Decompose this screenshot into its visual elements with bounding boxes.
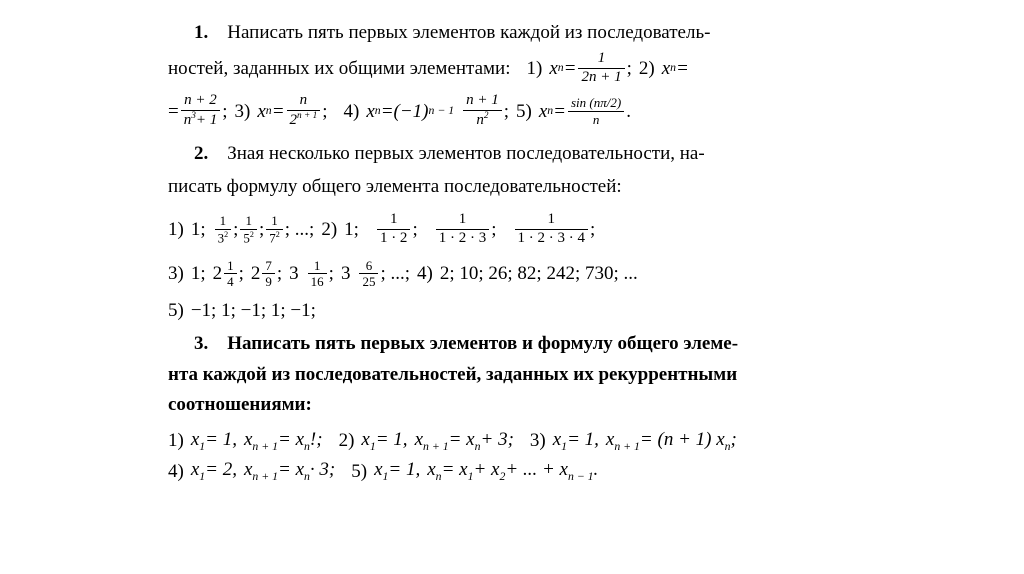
item-label-1-3: 3) [234,100,251,122]
den-exponent: 2 [275,229,280,239]
fraction-numerator: n + 2 [184,92,217,109]
exercise-3-line3 [168,391,858,420]
exercise-1-intro [168,18,858,49]
sep-2-1-2: ; [258,219,265,241]
var-x: x [190,428,200,450]
var-sub2: n [474,439,481,453]
var-x: x [605,428,615,450]
fraction-numerator: 1 [271,213,278,229]
fraction-denominator [287,112,321,129]
formula-3-2b [415,430,514,453]
var-x: x [361,428,370,450]
exercise-2-intro [168,139,858,170]
fraction-2-1-a [215,214,232,245]
formula-1-4 [366,93,503,129]
item-label-1-2: 2) [638,57,655,79]
fraction-bar [181,110,221,111]
var-sub: n + 1 [252,469,279,483]
fraction-numerator: 1 [547,211,555,228]
equation-mid: = (n + 1) x [639,428,725,450]
sep-2-3-4: ; ...; [380,263,411,285]
var-x: x [374,459,383,481]
seq-2-3-first: 1; [190,263,206,285]
seq-2-4-values: 2; 10; 26; 82; 242; 730; ... [439,263,638,285]
var-sub3: 2 [499,469,506,483]
exercise-3-number: 3. [194,333,209,355]
fraction-1-2 [181,93,221,129]
den-base: 7 [269,230,276,246]
mixed-number-2 [251,259,277,289]
var-sub2: n [304,439,310,453]
var-sub: n + 1 [614,439,640,453]
den-exponent: n + 1 [297,111,318,122]
equals-continuation: = [168,100,179,122]
equation-mid: = x [441,459,468,481]
equation-mid: = x [448,428,475,450]
fraction-bar [463,110,502,111]
var-sub: n [435,469,442,483]
fraction-denominator: 1 · 2 · 3 [438,230,487,247]
exercise-3-row-2 [168,460,858,483]
fraction-denominator: 2n + 1 [581,68,622,85]
item-label-3-5: 5) [351,460,368,482]
equals-sign: = [676,57,689,79]
fraction-denominator [240,231,257,245]
exercise-3-row-1 [168,430,858,453]
equals-sign: = [553,100,566,122]
mixed-integer: 2 [212,263,223,285]
exercise-2-row-2 [168,259,858,289]
mixed-fraction [308,259,327,289]
equation-tail: = 1, [205,428,237,450]
minus-one-exponent: n − 1 [428,104,455,118]
var-x: x [414,428,423,450]
formula-1-3 [257,93,322,129]
var-x: x [243,428,253,450]
fraction-1-5 [568,96,624,126]
mixed-number-3 [289,259,329,289]
den-base: 5 [243,230,250,246]
fraction-numerator: 1 [458,211,467,228]
exercise-1-line2 [168,51,858,86]
item-label-2-4: 4) [417,263,433,285]
var-sub: n + 1 [252,439,279,453]
fraction-1-1 [578,51,624,86]
sep-2-1-1: ; [233,219,239,241]
sep-2-2-2: ; [491,219,497,241]
fraction-numerator: n + 1 [466,92,499,109]
exercise-3-text-line3: соотношениями: [168,394,312,416]
var-sub2: 1 [467,469,474,483]
den-base: 2 [289,112,298,129]
exercise-2-text-line1: Зная несколько первых элементов последовательности, на- [227,142,705,164]
item-label-3-1: 1) [168,430,184,452]
fraction-2-1-c [266,214,283,245]
var-x: x [190,459,200,481]
item-label-1-1: 1) [526,57,543,79]
fraction-1-4 [463,93,502,129]
equation-tail: + 3; [480,428,514,450]
den-exponent: 2 [249,229,254,239]
var-sub: n + 1 [423,439,449,453]
fraction-denominator [266,231,283,245]
exercise-2-number: 2. [194,142,209,164]
sub-n: n [670,61,677,75]
item-label-2-2: 2) [321,219,338,241]
formula-3-5b [427,460,598,483]
formula-3-5 [374,460,420,483]
sep-2-3-3: ; [328,263,334,285]
fraction-denominator: 4 [227,274,234,290]
equation-tail: = 2, [205,459,237,481]
fraction-numerator: 7 [265,257,272,273]
equation-tail: ; [730,428,737,450]
formula-3-4b [244,460,335,483]
fraction-numerator: 1 [597,49,606,66]
mixed-fraction [262,259,275,289]
equals-sign: = [563,57,577,79]
fraction-numerator: 1 [227,257,234,273]
semicolon-2: ; [222,100,228,122]
formula-1-2-lead [662,59,689,78]
exercise-3-intro [168,330,858,359]
mixed-fraction [359,259,378,289]
semicolon-3: ; [322,100,328,122]
sub-n: n [374,104,381,118]
formula-3-3b [606,430,737,453]
den-base: n [183,112,192,129]
var-x: x [366,100,375,122]
item-label-2-3: 3) [168,263,184,285]
equation-tail: = 1, [388,459,421,481]
equation-tail: . [593,459,599,481]
fraction-2-2-a [377,212,411,247]
equals-sign: = [271,100,285,122]
var-sub2: n [724,439,731,453]
mixed-integer: 3 [289,263,299,285]
sep-2-3-2: ; [276,263,283,285]
den-exponent: 3 [191,111,196,122]
mixed-number-1 [213,259,239,289]
fraction-2-1-b [240,214,257,245]
semicolon-4: ; [503,100,509,122]
item-label-3-4: 4) [168,460,184,482]
var-x: x [427,459,436,481]
den-base: n [476,112,484,129]
var-sub: 1 [369,439,376,453]
var-sub: 1 [561,439,568,453]
equation-mid: = x [278,428,305,450]
sub-n: n [265,104,272,118]
den-exponent: 2 [483,111,489,122]
mixed-fraction [224,259,237,289]
exercise-1-line3 [168,93,858,129]
sub-n: n [547,104,554,118]
fraction-2-2-c [515,212,589,247]
equation-tail: = 1, [375,428,408,450]
formula-3-2 [361,430,407,453]
fraction-denominator [473,112,491,129]
exercise-3-text-line2: нта каждой из последовательностей, заданных их рекуррентными [168,363,738,385]
exercise-2-line2 [168,172,858,203]
sub-n: n [557,61,564,75]
var-sub2: n [304,469,310,483]
fraction-2-2-b [436,212,490,247]
item-label-2-5: 5) [168,300,184,322]
mixed-integer: 2 [250,263,261,285]
fraction-numerator: 1 [389,211,398,228]
formula-3-3 [553,430,599,453]
equation-mid3: + ... + x [505,459,568,481]
var-x: x [538,100,548,122]
sep-2-1-3: ; ...; [284,219,315,241]
sep-2-2-3: ; [590,219,596,241]
seq-2-5-values: −1; 1; −1; 1; −1; [190,300,316,322]
fraction-numerator: 1 [219,213,227,229]
formula-1-5 [539,96,626,126]
fraction-numerator: n [299,92,308,109]
minus-one-base: (−1) [393,100,429,122]
fraction-numerator: 1 [245,213,252,229]
den-base: 3 [217,230,225,246]
formula-1-1 [549,51,626,86]
fraction-denominator: 9 [265,274,272,290]
sep-2-3-1: ; [238,263,244,285]
equation-tail: !; [309,428,323,450]
exercise-2-text-line2: писать формулу общего элемента последовательностей: [168,175,622,197]
equation-tail: = 1, [567,428,599,450]
sep-2-2-1: ; [412,219,418,241]
var-sub4: n − 1 [567,469,594,483]
var-x: x [549,57,558,79]
fraction-numerator: 1 [313,257,321,273]
exercise-2-row-1 [168,212,858,247]
item-label-1-4: 4) [343,100,360,122]
fraction-1-3 [287,93,321,129]
equation-mid2: + x [473,459,500,481]
exercise-2-row-3 [168,301,858,320]
formula-3-4 [191,460,237,483]
var-x: x [552,428,562,450]
formula-3-1b [244,430,323,453]
exercise-3-text-line1: Написать пять первых элементов и формулу общего элеме- [227,333,739,355]
fraction-numerator: 6 [365,257,373,273]
fraction-denominator: n [592,111,600,127]
seq-2-1-first: 1; [190,219,206,241]
fraction-denominator: 1 · 2 · 3 · 4 [517,230,585,247]
mixed-number-4 [341,259,381,289]
fraction-denominator [181,112,221,129]
exercise-1-text-line1: Написать пять первых элементов каждой из последователь- [227,22,711,43]
equation-tail: · 3; [309,459,336,481]
item-label-1-5: 5) [516,100,532,122]
var-x: x [243,459,253,481]
var-x: x [661,57,671,79]
fraction-denominator: 16 [310,274,324,290]
den-tail: + 1 [195,112,218,129]
mixed-integer: 3 [340,263,351,285]
fraction-denominator: 1 · 2 [379,230,408,247]
var-sub: 1 [199,469,206,483]
item-label-2-1: 1) [168,219,184,241]
equals-sign: = [380,100,394,122]
var-x: x [257,100,266,122]
den-exponent: 2 [224,229,229,239]
item-label-3-2: 2) [338,430,355,452]
var-sub: 1 [382,469,389,483]
exercise-1-text-line2: ностей, заданных их общими элементами: [168,57,511,79]
exercise-1-number: 1. [194,22,209,43]
fraction-denominator [215,231,232,245]
fraction-numerator: sin (nπ/2) [570,94,622,110]
formula-3-1 [191,430,237,453]
seq-2-2-first: 1; [344,219,359,241]
item-label-3-3: 3) [529,430,546,452]
document-body [168,18,858,491]
period-1: . [626,100,631,122]
equation-mid: = x [278,459,305,481]
var-sub: 1 [199,439,206,453]
exercise-3-line2 [168,361,858,390]
fraction-denominator: 25 [362,274,376,290]
semicolon-1: ; [626,57,632,79]
